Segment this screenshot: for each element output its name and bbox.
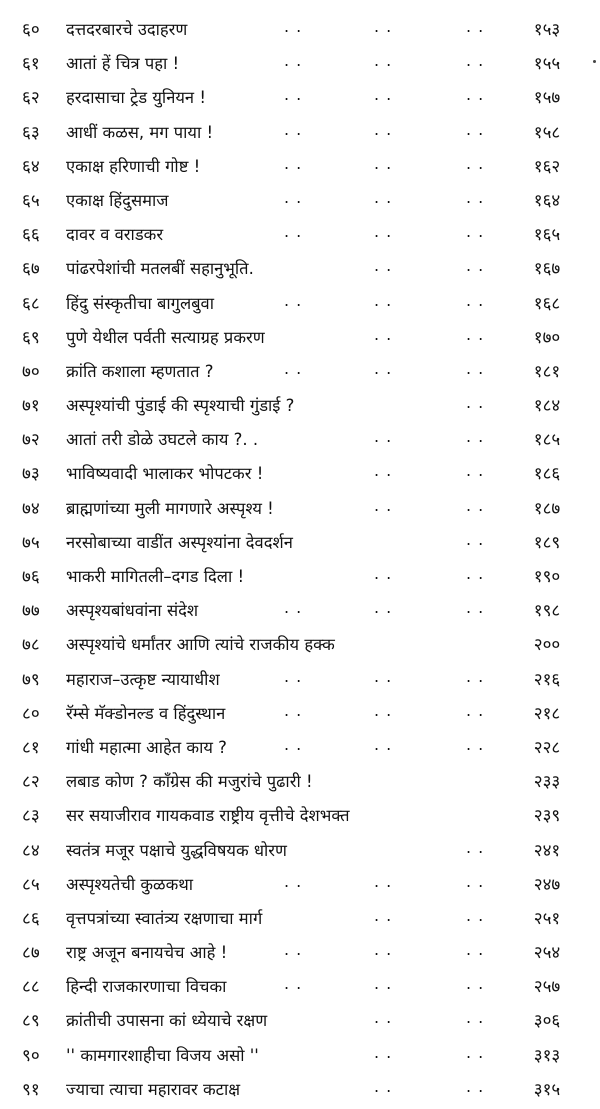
leader-dots: . . <box>374 461 393 481</box>
leader-dots: . . <box>374 666 393 686</box>
toc-entry <box>0 562 600 596</box>
chapter-number: ८४ <box>22 840 40 861</box>
leader-dots: . . <box>466 187 485 207</box>
chapter-title: दत्तदरबारचे उदाहरण <box>66 20 188 39</box>
chapter-title: क्रांति कशाला म्हणतात ? <box>66 361 214 381</box>
chapter-number: ८३ <box>22 806 40 827</box>
toc-entry <box>0 801 600 835</box>
leader-dots: . . <box>284 222 303 242</box>
toc-entry <box>0 699 600 733</box>
leader-dots: . . <box>374 290 393 310</box>
leader-dots: . . <box>466 940 485 960</box>
leader-dots: . . <box>466 905 485 925</box>
toc-entry <box>0 289 600 323</box>
leader-dots: . . <box>284 85 303 105</box>
page-number: २५७ <box>533 977 561 998</box>
leader-dots: . . <box>284 187 303 207</box>
toc-entry <box>0 220 600 254</box>
toc-entry <box>0 665 600 699</box>
leader-dots: . . <box>284 51 303 71</box>
leader-dots: . . <box>466 666 485 686</box>
page-number: १८५ <box>533 430 561 451</box>
toc-entry <box>0 596 600 630</box>
chapter-number: ७० <box>22 361 40 382</box>
page-number: १५५ <box>533 54 561 75</box>
chapter-number: ७६ <box>22 567 40 587</box>
chapter-title: ब्राह्मणांच्या मुली मागणारे अस्पृश्य ! <box>66 498 274 518</box>
leader-dots: . . <box>466 564 485 583</box>
chapter-title: अस्पृश्यबांधवांना संदेश <box>66 601 199 621</box>
leader-dots: . . <box>374 1008 393 1028</box>
toc-entry <box>0 630 600 664</box>
page-number: २५४ <box>533 943 561 964</box>
chapter-number: ७२ <box>22 430 40 451</box>
leader-dots: . . <box>284 358 303 378</box>
page-number: २३९ <box>533 806 561 827</box>
page-number: १६४ <box>533 190 561 211</box>
chapter-number: ६९ <box>22 327 40 348</box>
leader-dots: . . <box>374 734 393 754</box>
chapter-number: ८६ <box>22 908 40 929</box>
toc-entry <box>0 118 600 152</box>
page-number: ३१३ <box>533 1045 561 1066</box>
leader-dots: . . <box>374 324 393 344</box>
leader-dots: . . <box>466 529 485 549</box>
leader-dots: . . <box>374 495 393 515</box>
leader-dots: . . <box>466 290 485 310</box>
leader-dots: . . <box>466 17 485 36</box>
leader-dots: . . <box>466 461 485 481</box>
toc-entry <box>0 767 600 801</box>
page-number: २१६ <box>533 669 561 690</box>
chapter-title: अस्पृश्यतेची कुळकथा <box>66 874 194 894</box>
leader-dots: . . <box>466 427 485 447</box>
toc-entry <box>0 904 600 938</box>
leader-dots: . . <box>284 940 303 960</box>
chapter-number: ६६ <box>22 225 40 246</box>
chapter-title: ज्याचा त्याचा महारावर कटाक्ष <box>66 1079 241 1099</box>
chapter-number: ७४ <box>22 498 40 519</box>
leader-dots: . . <box>466 358 485 378</box>
page-number: १७० <box>533 327 561 348</box>
chapter-title: अस्पृश्यांची पुंडाई की स्पृश्याची गुंडाई ? <box>66 396 295 416</box>
leader-dots: . . <box>466 51 485 71</box>
leader-dots: . . <box>374 119 393 139</box>
scan-speck <box>593 60 596 63</box>
leader-dots: . . <box>374 974 393 994</box>
leader-dots: . . <box>284 700 303 720</box>
page-number: १६५ <box>533 225 561 246</box>
page-number: १८४ <box>533 396 561 417</box>
leader-dots: . . <box>284 734 303 754</box>
leader-dots: . . <box>374 905 393 925</box>
page-number: १८७ <box>533 498 561 519</box>
chapter-number: ६३ <box>22 122 40 143</box>
chapter-number: ७९ <box>22 669 40 690</box>
chapter-title: '' कामगारशाहीचा विजय असो '' <box>66 1045 259 1065</box>
chapter-title: आतां हें चित्र पहा ! <box>66 54 180 74</box>
toc-entry <box>0 254 600 288</box>
toc-entry <box>0 1041 600 1075</box>
chapter-number: ८५ <box>22 874 40 895</box>
leader-dots: . . <box>466 256 485 276</box>
toc-entry <box>0 528 600 562</box>
page-number: १९० <box>533 567 561 587</box>
leader-dots: . . <box>466 598 485 618</box>
leader-dots: . . <box>466 1076 485 1096</box>
chapter-number: ८९ <box>22 1011 40 1032</box>
toc-entry <box>0 870 600 904</box>
page-number: २५१ <box>533 908 561 929</box>
chapter-title: आधीं कळस, मग पाया ! <box>66 122 214 142</box>
page-number: २१८ <box>533 703 561 724</box>
chapter-number: ८२ <box>22 772 40 793</box>
leader-dots: . . <box>284 153 303 173</box>
chapter-title: आतां तरी डोळे उघटले काय ?. . <box>66 430 259 450</box>
chapter-number: ७५ <box>22 532 40 553</box>
chapter-number: ६५ <box>22 190 40 211</box>
chapter-title: क्रांतीची उपासना कां ध्येयाचे रक्षण <box>66 1011 268 1031</box>
leader-dots: . . <box>374 1076 393 1096</box>
leader-dots: . . <box>374 598 393 618</box>
chapter-title: भाविष्यवादी भालाकर भोपटकर ! <box>66 464 264 484</box>
leader-dots: . . <box>466 85 485 105</box>
leader-dots: . . <box>466 837 485 857</box>
chapter-number: ६४ <box>22 156 40 177</box>
leader-dots: . . <box>284 871 303 891</box>
leader-dots: . . <box>466 324 485 344</box>
leader-dots: . . <box>466 222 485 242</box>
leader-dots: . . <box>374 187 393 207</box>
chapter-title: पुणे येथील पर्वती सत्याग्रह प्रकरण <box>66 327 265 347</box>
chapter-number: ६७ <box>22 259 40 280</box>
page-number: २४७ <box>533 874 561 895</box>
page-number: १८९ <box>533 532 561 553</box>
chapter-title: राष्ट्र अजून बनायचेच आहे ! <box>66 943 228 963</box>
leader-dots: . . <box>374 51 393 71</box>
leader-dots: . . <box>374 871 393 891</box>
chapter-number: ७१ <box>22 396 40 417</box>
page-number: १६८ <box>533 293 561 314</box>
chapter-number: ८८ <box>22 977 40 998</box>
leader-dots: . . <box>466 700 485 720</box>
chapter-title: गांधी महात्मा आहेत काय ? <box>66 737 227 757</box>
toc-entry <box>0 972 600 1006</box>
leader-dots: . . <box>284 974 303 994</box>
page-number: १६७ <box>533 259 561 280</box>
page-number: १५७ <box>533 88 561 109</box>
chapter-number: ७७ <box>22 601 40 622</box>
chapter-title: दावर व वराडकर <box>66 225 164 245</box>
leader-dots: . . <box>374 153 393 173</box>
chapter-number: ६१ <box>22 54 40 75</box>
toc-entry <box>0 15 600 49</box>
toc-entry <box>0 494 600 528</box>
leader-dots: . . <box>466 495 485 515</box>
chapter-number: ९१ <box>22 1079 40 1100</box>
page-number: २२८ <box>533 737 561 758</box>
chapter-number: ७८ <box>22 635 40 656</box>
toc-entry <box>0 425 600 459</box>
leader-dots: . . <box>374 427 393 447</box>
chapter-number: ८१ <box>22 737 40 758</box>
chapter-number: ७३ <box>22 464 40 485</box>
toc-entry <box>0 733 600 767</box>
toc-entry <box>0 836 600 870</box>
chapter-title: पांढरपेशांची मतलबीं सहानुभूति. <box>66 259 254 279</box>
leader-dots: . . <box>374 222 393 242</box>
leader-dots: . . <box>284 598 303 618</box>
leader-dots: . . <box>374 940 393 960</box>
chapter-number: ८० <box>22 703 40 724</box>
chapter-title: हिंदु संस्कृतीचा बागुलबुवा <box>66 293 215 313</box>
toc-entry <box>0 938 600 972</box>
leader-dots: . . <box>374 1042 393 1062</box>
leader-dots: . . <box>374 256 393 276</box>
toc-entry <box>0 1006 600 1040</box>
chapter-title: रॅम्से मॅक्डोनल्ड व हिंदुस्थान <box>66 703 226 723</box>
leader-dots: . . <box>284 17 303 36</box>
page-number: २३३ <box>533 772 561 793</box>
toc-entry <box>0 186 600 220</box>
chapter-number: ६२ <box>22 88 40 109</box>
table-of-contents <box>0 15 600 1109</box>
chapter-number: ६० <box>22 20 40 40</box>
leader-dots: . . <box>466 1008 485 1028</box>
leader-dots: . . <box>466 119 485 139</box>
leader-dots: . . <box>284 290 303 310</box>
leader-dots: . . <box>466 153 485 173</box>
chapter-number: ६८ <box>22 293 40 314</box>
toc-entry <box>0 1075 600 1109</box>
page-number: १६२ <box>533 156 561 177</box>
chapter-title: महाराज–उत्कृष्ट न्यायाधीश <box>66 669 220 689</box>
page-number: १९८ <box>533 601 561 622</box>
toc-entry <box>0 49 600 83</box>
leader-dots: . . <box>284 666 303 686</box>
chapter-title: एकाक्ष हरिणाची गोष्ट ! <box>66 156 201 176</box>
chapter-number: ९० <box>22 1045 40 1066</box>
toc-entry <box>0 152 600 186</box>
page-number: २०० <box>533 635 561 656</box>
chapter-title: भाकरी मागितली–दगड दिला ! <box>66 567 245 586</box>
leader-dots: . . <box>374 17 393 36</box>
chapter-title: अस्पृश्यांचे धर्मांतर आणि त्यांचे राजकीय हक्क <box>66 635 335 655</box>
chapter-title: एकाक्ष हिंदुसमाज <box>66 190 169 210</box>
toc-entry <box>0 357 600 391</box>
leader-dots: . . <box>466 393 485 413</box>
leader-dots: . . <box>466 871 485 891</box>
toc-entry <box>0 323 600 357</box>
leader-dots: . . <box>374 358 393 378</box>
toc-entry <box>0 83 600 117</box>
page-number: १८१ <box>533 361 561 382</box>
chapter-title: वृत्तपत्रांच्या स्वातंत्र्य रक्षणाचा मार्ग <box>66 908 263 928</box>
leader-dots: . . <box>466 974 485 994</box>
page-number: ३१५ <box>533 1079 561 1100</box>
leader-dots: . . <box>374 564 393 583</box>
leader-dots: . . <box>374 85 393 105</box>
chapter-number: ८७ <box>22 943 40 964</box>
chapter-title: हरदासाचा ट्रेड युनियन ! <box>66 88 206 108</box>
chapter-title: सर सयाजीराव गायकवाड राष्ट्रीय वृत्तीचे देशभक्त <box>66 806 350 826</box>
leader-dots: . . <box>466 734 485 754</box>
chapter-title: लबाड कोण ? कॉंग्रेस की मजुरांचे पुढारी ! <box>66 772 313 792</box>
page-number: १८६ <box>533 464 561 485</box>
leader-dots: . . <box>374 700 393 720</box>
leader-dots: . . <box>466 1042 485 1062</box>
leader-dots: . . <box>284 119 303 139</box>
toc-entry <box>0 391 600 425</box>
page-number: २४१ <box>533 840 561 861</box>
page-number: १५३ <box>533 20 561 40</box>
chapter-title: स्वतंत्र मजूर पक्षाचे युद्धविषयक धोरण <box>66 840 287 860</box>
page-number: ३०६ <box>533 1011 561 1032</box>
page-number: १५८ <box>533 122 561 143</box>
chapter-title: नरसोबाच्या वाडींत अस्पृश्यांना देवदर्शन <box>66 532 293 552</box>
chapter-title: हिन्दी राजकारणाचा विचका <box>66 977 227 997</box>
toc-entry <box>0 459 600 493</box>
